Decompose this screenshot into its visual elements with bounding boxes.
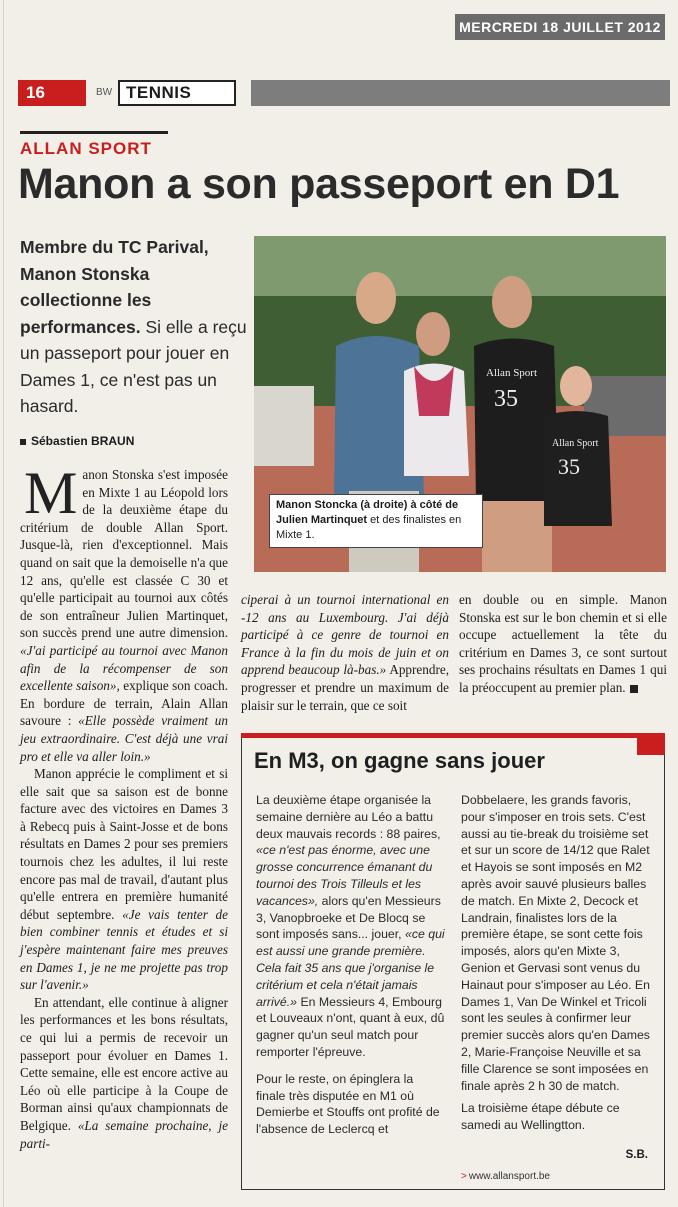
box-column-1 <box>256 792 446 1148</box>
arrow-icon: > <box>461 1171 467 1182</box>
section-name: TENNIS <box>118 80 236 106</box>
box-url-link[interactable] <box>461 1171 550 1182</box>
kicker: ALLAN SPORT <box>20 139 152 158</box>
kicker-rule <box>20 131 168 134</box>
byline <box>20 434 134 448</box>
shirt-number-1: 35 <box>494 386 518 412</box>
body-column-1 <box>20 460 229 1152</box>
shirt-text-2: Allan Sport <box>552 438 599 449</box>
body-p3-text: En attendant, elle continue à aligner les performances et les bons résultats, ce qui lui a permis de recevoir un passeport pour évoluer en Dames 1. Cette semaine, elle est encore active au Léo où elle participe à la Coupe de Borman ainsi qu'aux championnats de Belgique. <box>20 994 228 1133</box>
box-c1-p1-quote: «ce n'est pas énorme, avec une grosse concurrence émanant du tournoi des Trois Tilleuls et les vacances», <box>256 843 433 908</box>
body-col3-paragraph <box>459 591 667 697</box>
body-p1-text: anon Stonska s'est imposée en Mixte 1 au Léopold lors de la deuxième étape du critérium de double Allan Sport. Jusque-là, rien d'exceptionnel. Mais quand on sait que la demoiselle n'a que 12 ans, qu'elle est classée C 30 et qu'elle participait au tournoi aux côtés de son entraîneur Julien Martinquet, son succès prend une autre dimension. <box>20 467 228 641</box>
body-p3-quote-start: «La semaine prochaine, je parti- <box>20 1117 229 1151</box>
box-c2-paragraph-1: Dobbelaere, les grands favoris, pour s'imposer en trois sets. C'est aussi au tie-break du troisième set et sur un score de 14/12 que Ralet et Hayois se sont imposés en M2 après avoir sauvé plusieurs balles de match. En Mixte 2, Decock et Landrain, finalistes lors de la première étape, se sont cette fois imposés, alors qu'en Mixte 3, Genion et Gervasi sont venus du Hainaut pour s'imposer au Léo. En Dames 1, Van De Winkel et Tricoli sont les seules à confirmer leur premier succès alors qu'en Dames 2, Marie-Françoise Neuville et sa fille Clarence se sont imposées en finale après 2 h 30 de match. <box>461 793 650 1093</box>
section-abbr: BW <box>96 87 113 98</box>
lead-rest: Si elle a reçu un passeport pour jouer en Dames 1, ce n'est pas un hasard. <box>20 316 247 416</box>
shirt-number-2: 35 <box>558 454 580 479</box>
section-bar <box>251 80 670 106</box>
box-signature: S.B. <box>625 1149 648 1161</box>
lead-bold: Membre du TC Parival, Manon Stonska collectionne les performances. <box>20 237 209 337</box>
box-c2-paragraph-2: La troisième étape débute ce samedi au Wellingtton. <box>461 1101 620 1133</box>
body-paragraph-1 <box>20 460 229 765</box>
box-c1-p1-quote2: «ce qui est aussi une grande première. Cela fait 35 ans que j'organise le critérium et cela n'était jamais arrivé.» <box>256 927 445 1009</box>
body-p2-quote: «Je vais tenter de bien combiner tennis et études et si j'espère maintenant faire mes preuves en Dames 1, je ne me projette pas trop sur l'avenir.» <box>20 906 228 993</box>
body-column-2 <box>241 591 449 714</box>
body-c2-quote: ciperai à un tournoi international en -12 ans au Luxembourg. J'ai déjà participé à ce genre de tournoi en France à la fin du mois de juin et on apprend beaucoup là-bas.» <box>241 592 449 678</box>
box-c1-paragraph-2: Pour le reste, on épinglera la finale très disputée en M1 où Demierbe et Stouffs ont profité de l'absence de Leclercq et <box>256 1071 440 1137</box>
box-red-corner <box>637 733 665 755</box>
box-url-text[interactable]: www.allansport.be <box>468 1171 550 1182</box>
body-paragraph-3 <box>20 994 228 1152</box>
body-p1-quote1: «J'ai participé au tournoi avec Manon afin de la récompenser de son excellente saison», <box>20 642 228 694</box>
box-c1-p1-a: La deuxième étape organisée la semaine dernière au Léo a battu deux mauvais records : 88 paires, <box>256 793 441 841</box>
caption-bold: Manon Stoncka (à droite) à côté de Julien Martinquet <box>276 499 459 526</box>
body-column-3 <box>459 591 667 697</box>
box-column-2 <box>461 792 659 1144</box>
caption-rest: et des finalistes en Mixte 1. <box>276 514 462 541</box>
sidebar-box <box>241 733 665 1190</box>
body-col2-paragraph <box>241 591 449 714</box>
shirt-text-1: Allan Sport <box>486 367 538 379</box>
body-p2-text: Manon apprécie le compliment et si elle sait que sa saison est de bonne facture avec des victoires en Dames 3 à Rebecq puis à Saint-Josse et de bons résultats en Dames 2 pour ses premiers tournois chez les adultes, il lui reste encore pas mal de travail, d'autant plus qu'elle entrera en première humanité début septembre. <box>20 766 228 922</box>
box-c1-p1-c: En Messieurs 4, Embourg et Louveaux n'ont, quant à eux, dû gagner qu'un seul match pour remporter l'épreuve. <box>256 994 445 1059</box>
body-c2-rest: Apprendre, progresser et prendre un maximum de plaisir sur le terrain, que ce soit <box>241 662 449 713</box>
body-p1-quote2: «Elle possède vraiment un jeu extraordinaire. C'est déjà une vrai pro et elle va aller loin.» <box>20 713 228 764</box>
section-header <box>18 80 670 106</box>
page-gutter-line <box>3 0 4 1207</box>
date-bar: MERCREDI 18 JUILLET 2012 <box>455 14 665 40</box>
box-c1-paragraph-1 <box>256 792 446 1061</box>
box-title: En M3, on gagne sans jouer <box>254 748 545 773</box>
byline-author: Sébastien BRAUN <box>31 434 135 448</box>
photo-caption <box>269 494 483 548</box>
body-p1-mid: explique son coach. En bordure de terrain, Alain Allan savoure : <box>20 678 229 729</box>
end-mark-icon <box>630 685 638 693</box>
page-number: 16 <box>18 80 86 106</box>
box-c1-p1-b: alors qu'en Messieurs 3, Vanopbroeke et De Blocq se sont imposés sans... jouer, <box>256 893 441 942</box>
byline-bullet <box>20 439 26 445</box>
box-red-bar <box>241 733 665 738</box>
headline: Manon a son passeport en D1 <box>18 160 620 208</box>
body-paragraph-2 <box>20 765 228 994</box>
body-c3-text: en double ou en simple. Manon Stonska est sur le bon chemin et si elle occupe actuellement la tête du critérium en Dames 3, ce sont surtout ses prochains résultats en Dames 1 qui la préoccupent au premier plan. <box>459 592 667 695</box>
drop-cap: M <box>24 460 78 526</box>
lead-paragraph <box>20 234 248 420</box>
